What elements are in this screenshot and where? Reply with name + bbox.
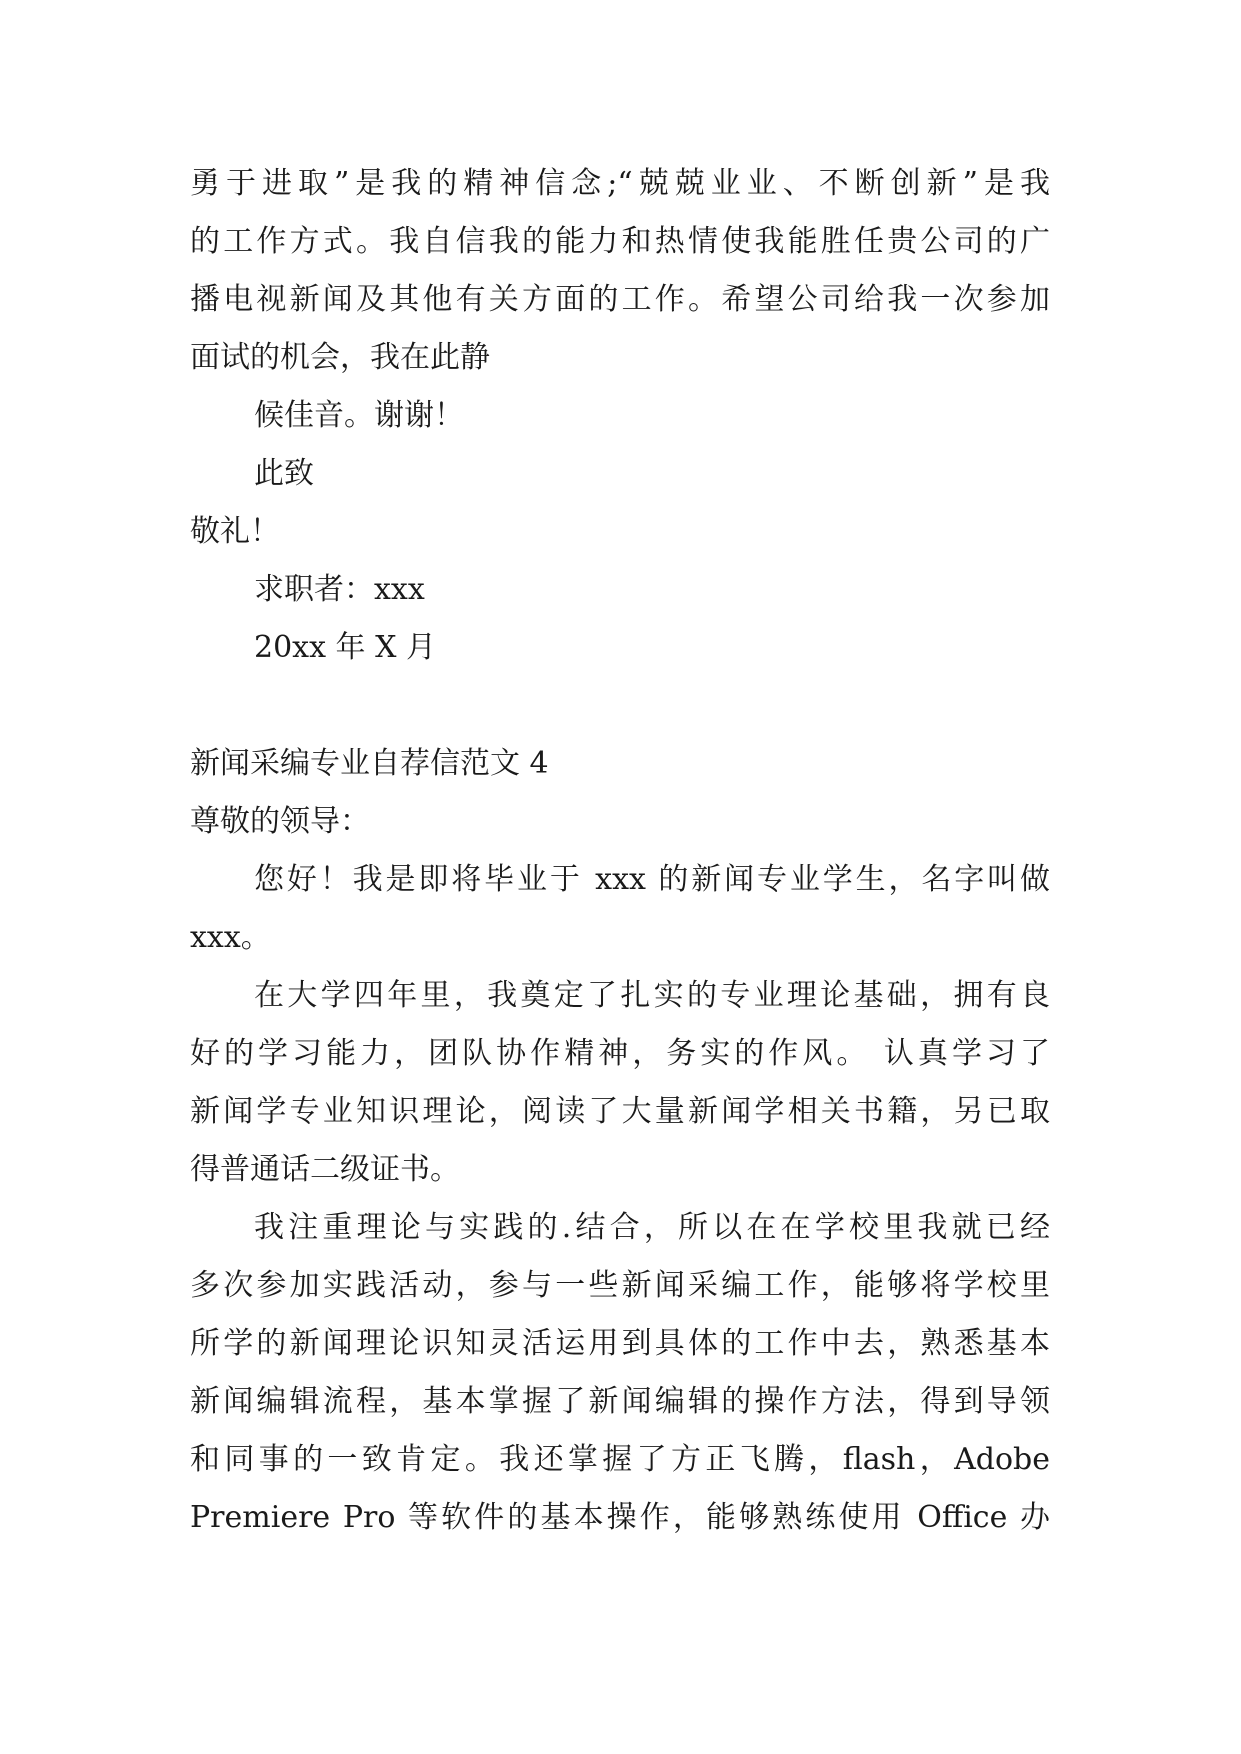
text-line: 和同事的一致肯定。我还掌握了方正飞腾，flash，Adobe bbox=[190, 1442, 1050, 1477]
text-line: 候佳音。谢谢！ bbox=[254, 398, 464, 433]
text-line: 新闻编辑流程，基本掌握了新闻编辑的操作方法，得到导领 bbox=[190, 1384, 1050, 1419]
text-line: 播电视新闻及其他有关方面的工作。希望公司给我一次参加 bbox=[190, 282, 1050, 317]
text-line: xxx。 bbox=[190, 920, 271, 955]
text-line: 多次参加实践活动，参与一些新闻采编工作，能够将学校里 bbox=[190, 1268, 1050, 1303]
text-line: Premiere Pro 等软件的基本操作，能够熟练使用 Office 办 bbox=[190, 1500, 1050, 1535]
text-line: 好的学习能力，团队协作精神，务实的作风。 认真学习了 bbox=[190, 1036, 1050, 1071]
text-line: 新闻学专业知识理论，阅读了大量新闻学相关书籍，另已取 bbox=[190, 1094, 1050, 1129]
text-line: 在大学四年里，我奠定了扎实的专业理论基础，拥有良 bbox=[254, 978, 1050, 1013]
text-line: 面试的机会，我在此静 bbox=[190, 340, 490, 375]
section-title: 新闻采编专业自荐信范文 4 bbox=[190, 746, 549, 781]
text-line: 的工作方式。我自信我的能力和热情使我能胜任贵公司的广 bbox=[190, 224, 1050, 259]
signature-date: 20xx 年 X 月 bbox=[254, 630, 436, 665]
signature-applicant: 求职者：xxx bbox=[254, 572, 425, 607]
greeting: 尊敬的领导： bbox=[190, 804, 370, 839]
text-line: 您好！我是即将毕业于 xxx 的新闻专业学生，名字叫做 bbox=[254, 862, 1050, 897]
text-line: 得普通话二级证书。 bbox=[190, 1152, 460, 1187]
closing-salutation: 此致 bbox=[254, 456, 314, 491]
text-line: 我注重理论与实践的.结合，所以在在学校里我就已经 bbox=[254, 1210, 1050, 1245]
closing-regards: 敬礼！ bbox=[190, 514, 280, 549]
text-line: 勇于进取”是我的精神信念;“兢兢业业、不断创新”是我 bbox=[190, 166, 1050, 201]
text-line: 所学的新闻理论识知灵活运用到具体的工作中去，熟悉基本 bbox=[190, 1326, 1050, 1361]
